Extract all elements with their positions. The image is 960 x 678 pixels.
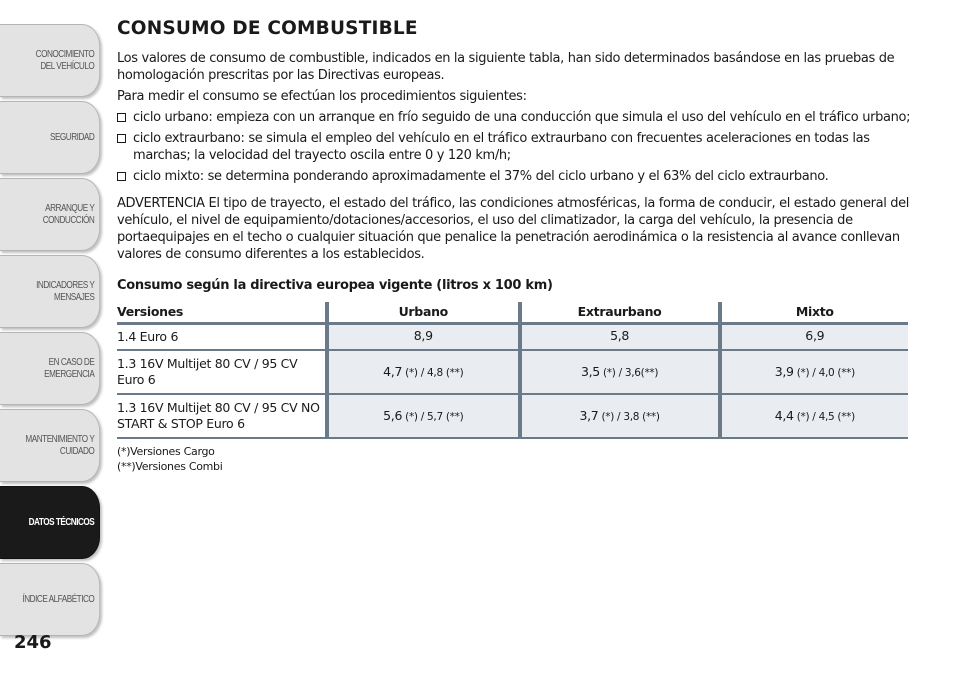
tab-label: CONOCIMIENTO DEL VEHÍCULO bbox=[35, 48, 95, 72]
footnote-combi: (**)Versiones Combi bbox=[117, 460, 223, 473]
tab-label: ARRANQUE Y CONDUCCIÓN bbox=[42, 202, 95, 226]
table-footnotes bbox=[117, 444, 913, 474]
header-mixto: Mixto bbox=[720, 302, 908, 323]
list-item-text: ciclo extraurbano: se simula el empleo del vehículo en el tráfico extraurbano con frecuentes aceleraciones en todas las marchas; la velocidad del trayecto oscila entre 0 y 120 km/h; bbox=[133, 131, 870, 163]
list-item bbox=[117, 168, 913, 185]
header-urbano: Urbano bbox=[327, 302, 520, 323]
cell-version: 1.3 16V Multijet 80 CV / 95 CV Euro 6 bbox=[117, 350, 327, 394]
tab-label: INDICADORES Y MENSAJES bbox=[36, 279, 95, 303]
tab-label: EN CASO DE EMERGENCIA bbox=[44, 356, 95, 380]
value-main: 8,9 bbox=[413, 328, 433, 344]
cell-urbano bbox=[327, 350, 520, 394]
header-extraurbano: Extraurbano bbox=[520, 302, 720, 323]
list-item-text: ciclo urbano: empieza con un arranque en frío seguido de una conducción que simula el uso del vehículo en el tráfico urbano; bbox=[133, 110, 911, 125]
header-versiones: Versiones bbox=[117, 302, 327, 323]
consumption-table bbox=[117, 302, 908, 439]
tab-indice-alfabetico[interactable] bbox=[0, 563, 100, 636]
cell-mixto bbox=[720, 394, 908, 438]
tab-datos-tecnicos[interactable] bbox=[0, 486, 100, 559]
cell-version: 1.4 Euro 6 bbox=[117, 323, 327, 350]
value-main: 4,4 bbox=[774, 407, 794, 423]
list-item bbox=[117, 130, 913, 164]
value-detail: (*) / 4,5 (**) bbox=[793, 410, 855, 423]
table-caption: Consumo según la directiva europea vigente (litros x 100 km) bbox=[117, 278, 553, 293]
checkbox-square-icon bbox=[117, 172, 126, 181]
cell-extraurbano bbox=[520, 323, 720, 350]
tab-seguridad[interactable] bbox=[0, 101, 100, 174]
value-main: 3,7 bbox=[579, 407, 599, 423]
value-detail: (*) / 4,8 (**) bbox=[402, 366, 464, 379]
warning-paragraph: ADVERTENCIA El tipo de trayecto, el estado del tráfico, las condiciones atmosféricas, la forma de conducir, el estado general del vehículo, el nivel de equipamiento/dotaciones/accesorios, el uso del climatizador, la carga del vehículo, la presencia de portaequipajes en el techo o cualquier situación que penalice la penetración aerodinámica o la resistencia al avance conllevan valores de consumo diferentes a los establecidos. bbox=[117, 196, 910, 262]
value-detail: (*) / 3,8 (**) bbox=[598, 410, 660, 423]
tab-indicadores-y-mensajes[interactable] bbox=[0, 255, 100, 328]
cell-extraurbano bbox=[520, 350, 720, 394]
checkbox-square-icon bbox=[117, 134, 126, 143]
cell-urbano bbox=[327, 394, 520, 438]
value-main: 3,9 bbox=[774, 363, 794, 379]
table-row bbox=[117, 394, 908, 438]
checkbox-square-icon bbox=[117, 113, 126, 122]
tab-label: MANTENIMIENTO Y CUIDADO bbox=[25, 433, 95, 457]
chapter-tabs bbox=[0, 24, 100, 640]
tab-en-caso-de-emergencia[interactable] bbox=[0, 332, 100, 405]
value-main: 6,9 bbox=[805, 328, 825, 344]
value-detail: (*) / 4,0 (**) bbox=[793, 366, 855, 379]
table-row bbox=[117, 323, 908, 350]
cell-mixto bbox=[720, 350, 908, 394]
value-main: 3,5 bbox=[580, 363, 600, 379]
cell-version: 1.3 16V Multijet 80 CV / 95 CV NO START & STOP Euro 6 bbox=[117, 394, 327, 438]
value-main: 5,6 bbox=[383, 407, 403, 423]
main-content bbox=[117, 18, 913, 474]
footnote-cargo: (*)Versiones Cargo bbox=[117, 445, 215, 458]
page-number: 246 bbox=[14, 632, 52, 653]
tab-label: ÍNDICE ALFABÉTICO bbox=[22, 593, 95, 605]
table-header-row bbox=[117, 302, 908, 323]
list-item bbox=[117, 109, 913, 126]
page-title: CONSUMO DE COMBUSTIBLE bbox=[117, 18, 418, 39]
tab-conocimiento-del-vehiculo[interactable] bbox=[0, 24, 100, 97]
procedure-list bbox=[117, 109, 913, 185]
value-main: 5,8 bbox=[610, 328, 630, 344]
cell-extraurbano bbox=[520, 394, 720, 438]
tab-arranque-y-conduccion[interactable] bbox=[0, 178, 100, 251]
tab-mantenimiento-y-cuidado[interactable] bbox=[0, 409, 100, 482]
table-row bbox=[117, 350, 908, 394]
cell-urbano bbox=[327, 323, 520, 350]
tab-label: SEGURIDAD bbox=[49, 131, 95, 143]
value-main: 4,7 bbox=[383, 363, 403, 379]
value-detail: (*) / 3,6(**) bbox=[599, 366, 659, 379]
intro-paragraph: Los valores de consumo de combustible, indicados en la siguiente tabla, han sido determinados basándose en las pruebas de homologación prescritas por las Directivas europeas. bbox=[117, 51, 895, 83]
list-item-text: ciclo mixto: se determina ponderando aproximadamente el 37% del ciclo urbano y el 63% del ciclo extraurbano. bbox=[133, 169, 829, 184]
tab-label: DATOS TÉCNICOS bbox=[28, 516, 95, 528]
procedures-intro: Para medir el consumo se efectúan los procedimientos siguientes: bbox=[117, 89, 527, 104]
cell-mixto bbox=[720, 323, 908, 350]
value-detail: (*) / 5,7 (**) bbox=[402, 410, 464, 423]
